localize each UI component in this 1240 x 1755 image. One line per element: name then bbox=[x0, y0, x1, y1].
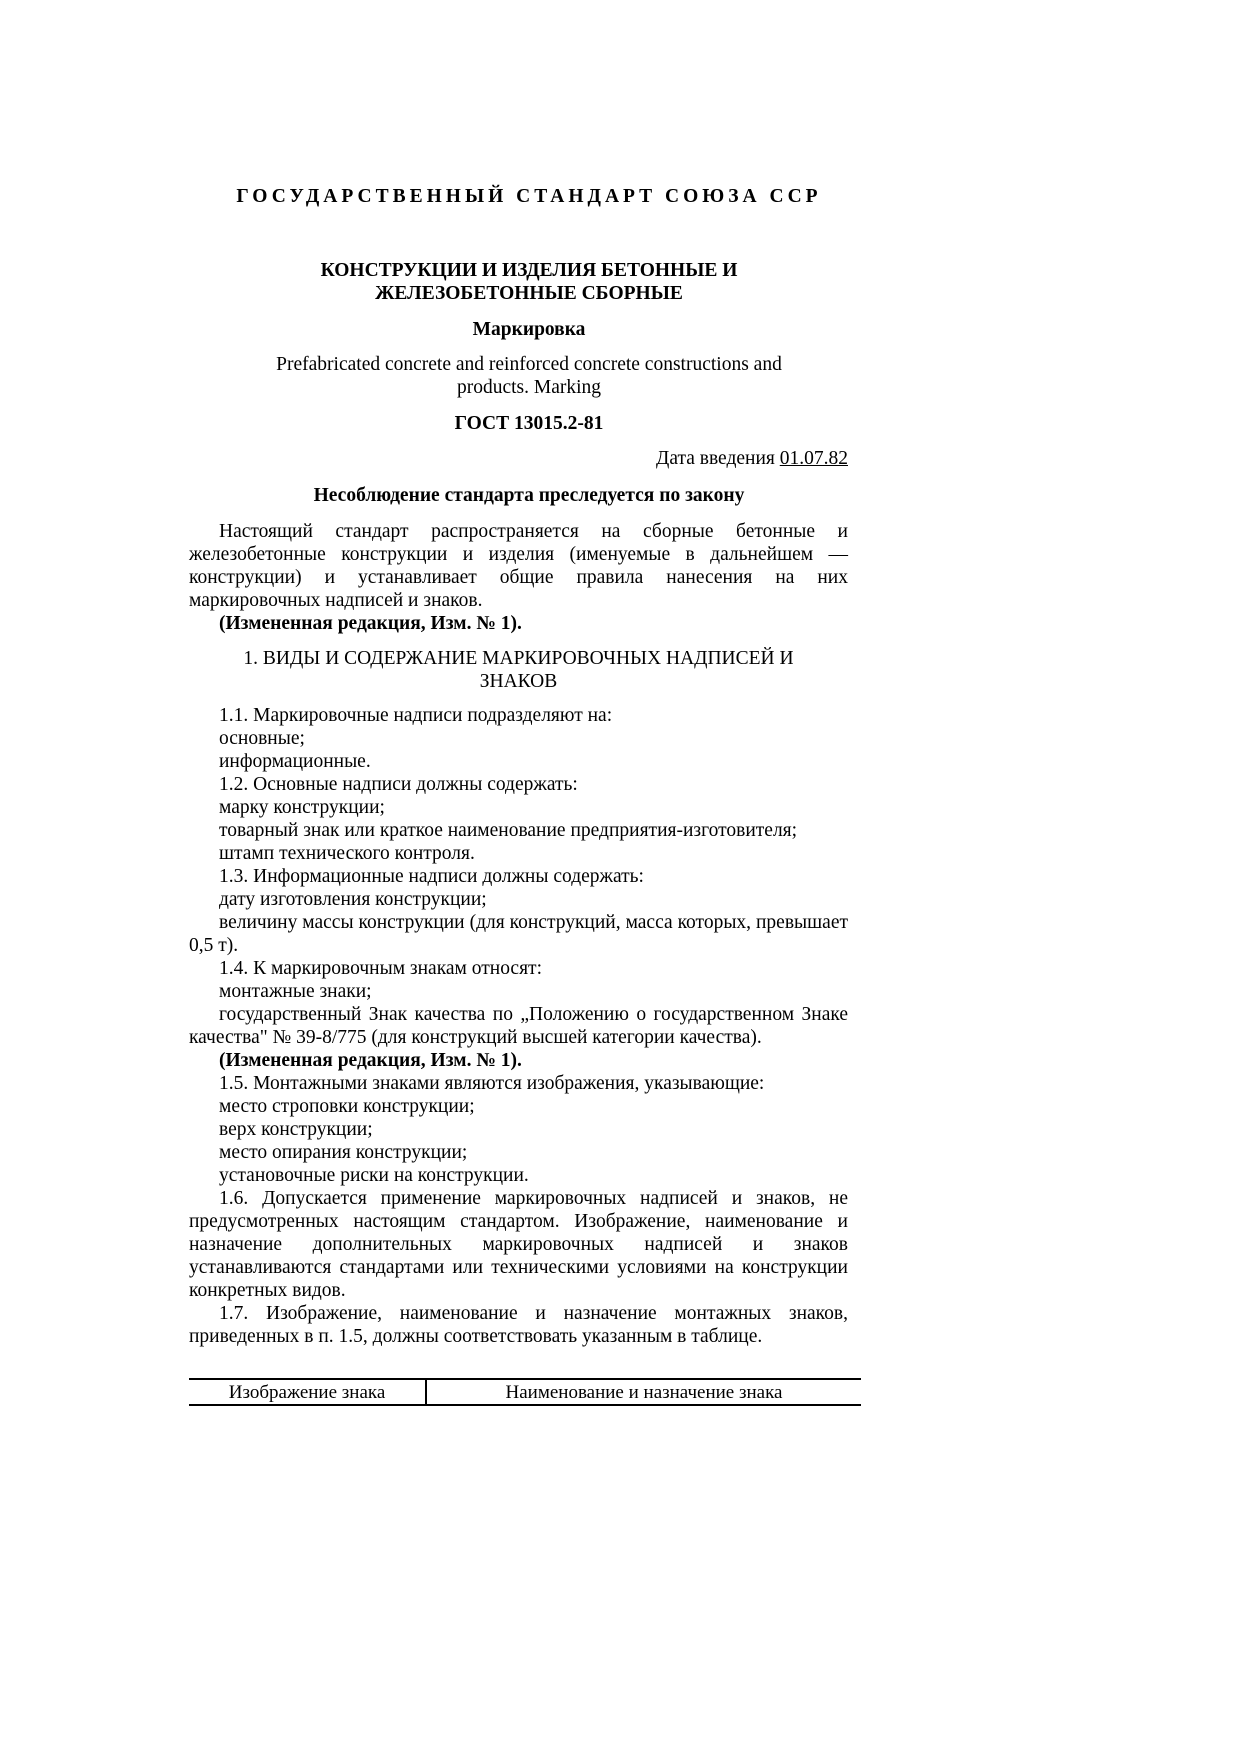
list-item: величину массы конструкции (для конструкций, масса которых, превышает 0,5 т). bbox=[189, 912, 848, 956]
date-label: Дата введения bbox=[656, 448, 775, 469]
legal-warning: Несоблюдение стандарта преследуется по закону bbox=[313, 485, 745, 506]
list-item: дату изготовления конструкции; bbox=[219, 889, 487, 910]
document-subtitle: Маркировка bbox=[472, 319, 586, 340]
list-item: государственный Знак качества по „Положению о государственном Знаке качества" № 39-8/775 (для конструкций высшей категории качества). bbox=[189, 1004, 848, 1048]
document-title bbox=[189, 259, 869, 305]
clause-1-5: 1.5. Монтажными знаками являются изображения, указывающие: bbox=[219, 1073, 765, 1094]
table-header-name: Наименование и назначение знака bbox=[426, 1379, 861, 1405]
amendment-note: (Измененная редакция, Изм. № 1). bbox=[219, 1050, 522, 1071]
clause-1-3: 1.3. Информационные надписи должны содержать: bbox=[219, 866, 644, 887]
intro-paragraph: Настоящий стандарт распространяется на сборные бетонные и железобетонные конструкции и изделия (именуемые в дальнейшем — конструкции) и устанавливает общие правила нанесения на них маркировочных надписей и знаков. bbox=[189, 521, 848, 611]
section-heading: 1. ВИДЫ И СОДЕРЖАНИЕ МАРКИРОВОЧНЫХ НАДПИСЕЙ И ЗНАКОВ bbox=[243, 648, 794, 692]
document-body bbox=[189, 520, 848, 1348]
clause-1-7: 1.7. Изображение, наименование и назначение монтажных знаков, приведенных в п. 1.5, должны соответствовать указанным в таблице. bbox=[189, 1303, 848, 1347]
title-line-2: ЖЕЛЕЗОБЕТОННЫЕ СБОРНЫЕ bbox=[375, 283, 683, 304]
date-value: 01.07.82 bbox=[779, 448, 848, 469]
list-item: установочные риски на конструкции. bbox=[219, 1165, 529, 1186]
clause-1-1: 1.1. Маркировочные надписи подразделяют на: bbox=[219, 705, 613, 726]
list-item: монтажные знаки; bbox=[219, 981, 372, 1002]
clause-1-6: 1.6. Допускается применение маркировочных надписей и знаков, не предусмотренных настоящим стандартом. Изображение, наименование и назначение дополнительных маркировочных надписей и знаков устанавливаются стандартами или техническими условиями на конструкции конкретных видов. bbox=[189, 1188, 848, 1301]
introduction-date bbox=[656, 447, 848, 470]
table-header-image: Изображение знака bbox=[189, 1379, 426, 1405]
list-item: марку конструкции; bbox=[219, 797, 385, 818]
title-line-1: КОНСТРУКЦИИ И ИЗДЕЛИЯ БЕТОННЫЕ И bbox=[320, 260, 738, 281]
list-item: штамп технического контроля. bbox=[219, 843, 475, 864]
list-item: верх конструкции; bbox=[219, 1119, 373, 1140]
gost-number: ГОСТ 13015.2-81 bbox=[454, 413, 604, 434]
list-item: товарный знак или краткое наименование предприятия-изготовителя; bbox=[219, 820, 798, 841]
list-item: информационные. bbox=[219, 751, 371, 772]
signs-table bbox=[189, 1378, 861, 1406]
standard-header: ГОСУДАРСТВЕННЫЙ СТАНДАРТ СОЮЗА ССР bbox=[236, 186, 822, 207]
english-title: Prefabricated concrete and reinforced concrete constructions and products. Marking bbox=[276, 354, 782, 398]
clause-1-4: 1.4. К маркировочным знакам относят: bbox=[219, 958, 542, 979]
list-item: основные; bbox=[219, 728, 305, 749]
table-header-row bbox=[189, 1379, 861, 1405]
clause-1-2: 1.2. Основные надписи должны содержать: bbox=[219, 774, 578, 795]
amendment-note: (Измененная редакция, Изм. № 1). bbox=[219, 613, 522, 634]
list-item: место строповки конструкции; bbox=[219, 1096, 475, 1117]
list-item: место опирания конструкции; bbox=[219, 1142, 468, 1163]
